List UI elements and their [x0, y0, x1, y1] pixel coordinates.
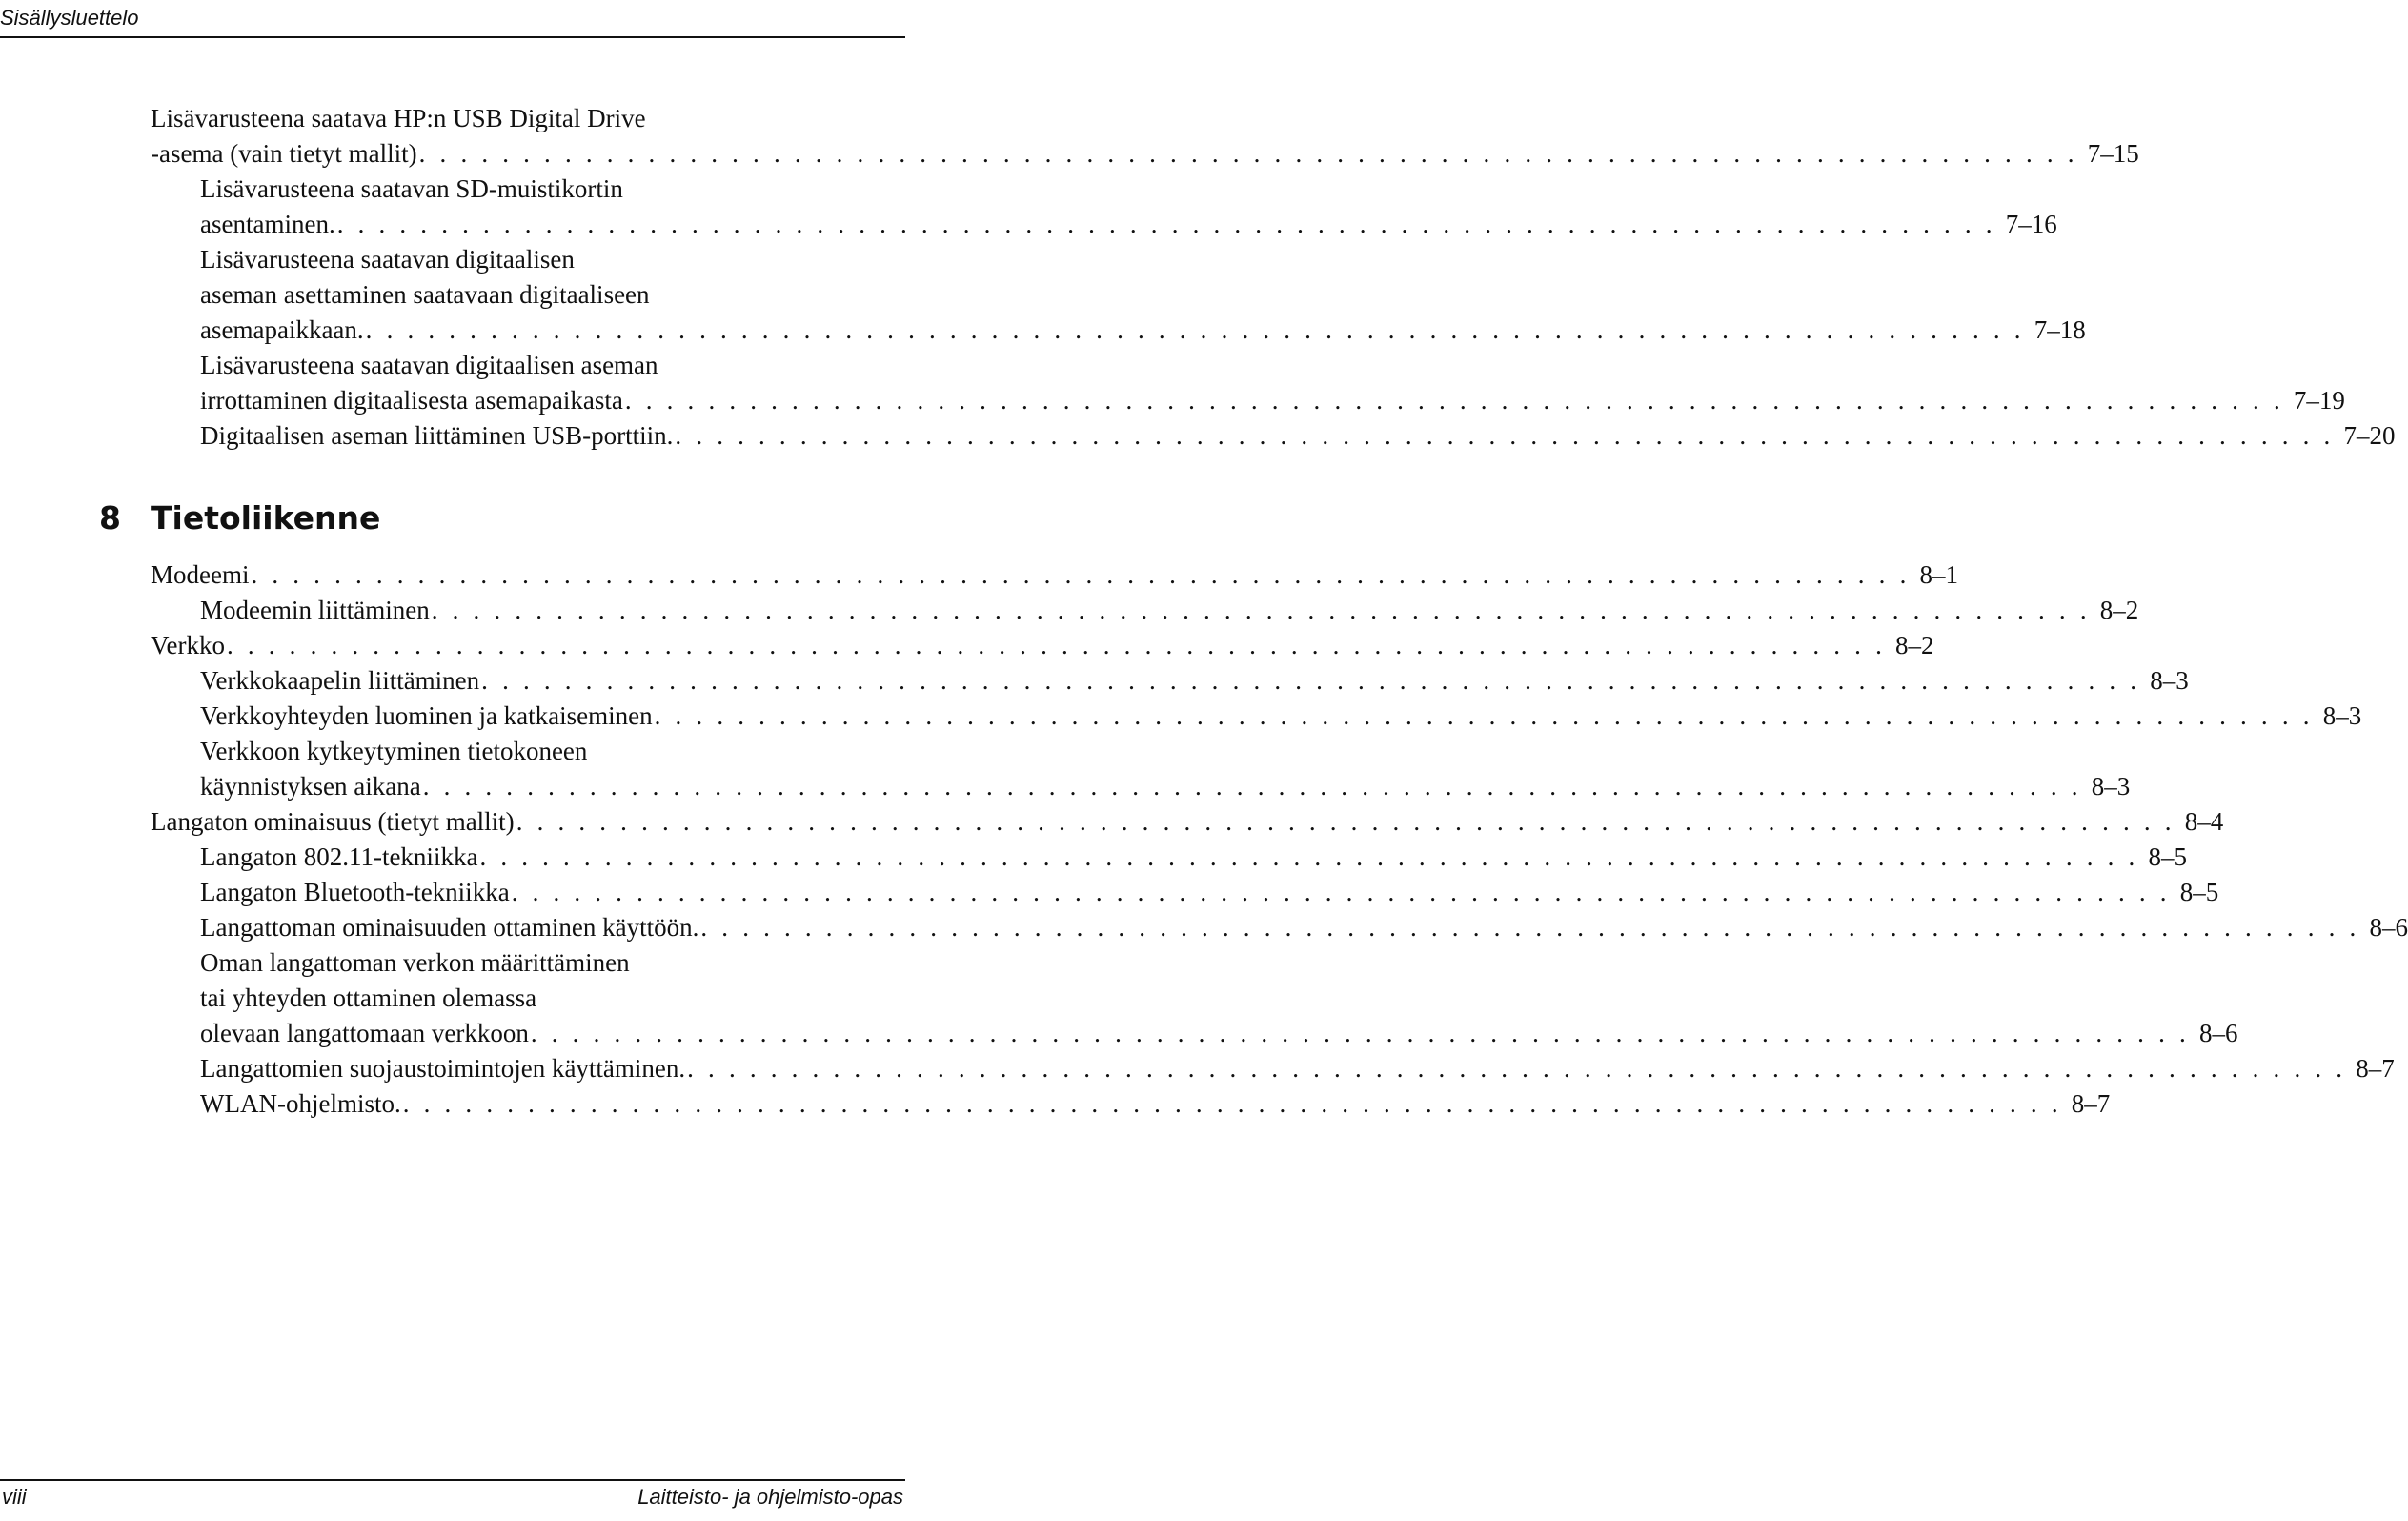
- toc-entry-line[interactable]: Lisävarusteena saatava HP:n USB Digital Drive: [151, 104, 646, 132]
- toc-entry[interactable]: [200, 769, 2131, 804]
- toc-entry-title: asemapaikkaan.: [200, 315, 364, 344]
- toc-page-number: 8–5: [2179, 878, 2219, 906]
- toc-page-number: 8–4: [2184, 807, 2224, 836]
- toc-page-number: 8–7: [2071, 1089, 2111, 1118]
- dot-leader: . . . . . . . . . . . . . . . . . . . . . . . . . . . . . . . . . . . . . . . . . . . . . . . . . . . . . . . . . . . . . . . . . . . . . . . . . . . . . . . .: [431, 596, 2091, 624]
- toc-page-number: 8–2: [2099, 596, 2139, 624]
- toc-page-number: 8–5: [2148, 842, 2187, 871]
- dot-leader: . . . . . . . . . . . . . . . . . . . . . . . . . . . . . . . . . . . . . . . . . . . . . . . . . . . . . . . . . . . . . . . . . . . . . . . . . . . . . . . .: [481, 666, 2141, 695]
- toc-entry-line[interactable]: Lisävarusteena saatavan digitaalisen aseman: [200, 351, 658, 379]
- toc-entry-line[interactable]: tai yhteyden ottaminen olemassa: [200, 984, 537, 1012]
- toc-entry[interactable]: [200, 699, 2362, 734]
- toc-page-number: 7–15: [2087, 139, 2139, 168]
- header-divider: [0, 36, 905, 38]
- chapter-heading: [99, 497, 380, 539]
- toc-entry-line[interactable]: Lisävarusteena saatavan SD-muistikortin: [200, 174, 623, 203]
- page-header-title: Sisällysluettelo: [0, 6, 139, 30]
- dot-leader: . . . . . . . . . . . . . . . . . . . . . . . . . . . . . . . . . . . . . . . . . . . . . . . . . . . . . . . . . . . . . . . . . . . . . . . . . . . . . . . .: [422, 772, 2082, 801]
- toc-entry-title: Modeemin liittäminen: [200, 596, 430, 624]
- toc-entry[interactable]: [200, 313, 2086, 348]
- toc-entry-title: Langaton 802.11-tekniikka: [200, 842, 478, 871]
- toc-entry-title: Langattomien suojaustoimintojen käyttäminen.: [200, 1054, 686, 1083]
- chapter-title: Tietoliikenne: [151, 499, 381, 537]
- toc-entry-title: Verkko: [151, 631, 225, 659]
- toc-entry[interactable]: [200, 1016, 2238, 1051]
- toc-page-number: 8–7: [2356, 1054, 2395, 1083]
- toc-page-number: 7–16: [2005, 210, 2057, 238]
- toc-page-number: 7–20: [2343, 421, 2396, 450]
- toc-entry-title: Verkkokaapelin liittäminen: [200, 666, 480, 695]
- toc-entry-line[interactable]: Verkkoon kytkeytyminen tietokoneen: [200, 737, 588, 765]
- dot-leader: . . . . . . . . . . . . . . . . . . . . . . . . . . . . . . . . . . . . . . . . . . . . . . . . . . . . . . . . . . . . . . . . . . . . . . . . . . . . . . . .: [654, 701, 2314, 730]
- toc-entry-title: Verkkoyhteyden luominen ja katkaiseminen: [200, 701, 653, 730]
- toc-entry-line[interactable]: Oman langattoman verkon määrittäminen: [200, 948, 630, 977]
- dot-leader: . . . . . . . . . . . . . . . . . . . . . . . . . . . . . . . . . . . . . . . . . . . . . . . . . . . . . . . . . . . . . . . . . . . . . . . . . . . . . . . .: [402, 1089, 2062, 1118]
- dot-leader: . . . . . . . . . . . . . . . . . . . . . . . . . . . . . . . . . . . . . . . . . . . . . . . . . . . . . . . . . . . . . . . . . . . . . . . . . . . . . . . .: [226, 631, 1887, 659]
- toc-entry-line[interactable]: Lisävarusteena saatavan digitaalisen: [200, 245, 575, 274]
- toc-entry[interactable]: [151, 628, 1934, 663]
- toc-entry[interactable]: [151, 804, 2224, 840]
- toc-entry-title: Digitaalisen aseman liittäminen USB-porttiin.: [200, 421, 674, 450]
- toc-entry[interactable]: [200, 910, 2408, 945]
- chapter-number: 8: [99, 499, 121, 537]
- book-title: Laitteisto- ja ohjelmisto-opas: [637, 1485, 903, 1509]
- page-number: viii: [2, 1485, 27, 1509]
- dot-leader: . . . . . . . . . . . . . . . . . . . . . . . . . . . . . . . . . . . . . . . . . . . . . . . . . . . . . . . . . . . . . . . . . . . . . . . . . . . . . . . .: [516, 807, 2175, 836]
- toc-page-number: 7–18: [2034, 315, 2086, 344]
- toc-entry-title: käynnistyksen aikana: [200, 772, 421, 801]
- toc-page-number: 8–1: [1919, 560, 1959, 589]
- dot-leader: . . . . . . . . . . . . . . . . . . . . . . . . . . . . . . . . . . . . . . . . . . . . . . . . . . . . . . . . . . . . . . . . . . . . . . . . . . . . . . . .: [675, 421, 2335, 450]
- dot-leader: . . . . . . . . . . . . . . . . . . . . . . . . . . . . . . . . . . . . . . . . . . . . . . . . . . . . . . . . . . . . . . . . . . . . . . . . . . . . . . . .: [251, 560, 1911, 589]
- toc-entry[interactable]: [200, 418, 2396, 454]
- toc-entry-title: Langattoman ominaisuuden ottaminen käyttöön.: [200, 913, 699, 942]
- toc-entry-title: -asema (vain tietyt mallit): [151, 139, 417, 168]
- toc-entry[interactable]: [151, 136, 2139, 172]
- toc-entry[interactable]: [200, 875, 2219, 910]
- toc-entry[interactable]: [151, 558, 1959, 593]
- toc-entry[interactable]: [200, 593, 2139, 628]
- dot-leader: . . . . . . . . . . . . . . . . . . . . . . . . . . . . . . . . . . . . . . . . . . . . . . . . . . . . . . . . . . . . . . . . . . . . . . . . . . . . . . . .: [511, 878, 2171, 906]
- toc-page-number: 8–2: [1895, 631, 1934, 659]
- toc-entry[interactable]: [200, 207, 2057, 242]
- toc-page-number: 8–3: [2150, 666, 2189, 695]
- toc-entry-title: Langaton ominaisuus (tietyt mallit): [151, 807, 515, 836]
- toc-entry[interactable]: [200, 1086, 2111, 1122]
- toc-entry[interactable]: [200, 840, 2187, 875]
- dot-leader: . . . . . . . . . . . . . . . . . . . . . . . . . . . . . . . . . . . . . . . . . . . . . . . . . . . . . . . . . . . . . . . . . . . . . . . . . . . . . . . .: [687, 1054, 2347, 1083]
- toc-entry[interactable]: [200, 1051, 2395, 1086]
- toc-entry-title: WLAN-ohjelmisto.: [200, 1089, 401, 1118]
- dot-leader: . . . . . . . . . . . . . . . . . . . . . . . . . . . . . . . . . . . . . . . . . . . . . . . . . . . . . . . . . . . . . . . . . . . . . . . . . . . . . . . .: [365, 315, 2025, 344]
- dot-leader: . . . . . . . . . . . . . . . . . . . . . . . . . . . . . . . . . . . . . . . . . . . . . . . . . . . . . . . . . . . . . . . . . . . . . . . . . . . . . . . .: [624, 386, 2284, 415]
- dot-leader: . . . . . . . . . . . . . . . . . . . . . . . . . . . . . . . . . . . . . . . . . . . . . . . . . . . . . . . . . . . . . . . . . . . . . . . . . . . . . . . .: [479, 842, 2139, 871]
- toc-entry-title: irrottaminen digitaalisesta asemapaikasta: [200, 386, 623, 415]
- toc-entry-title: Modeemi: [151, 560, 250, 589]
- toc-entry[interactable]: [200, 663, 2189, 699]
- dot-leader: . . . . . . . . . . . . . . . . . . . . . . . . . . . . . . . . . . . . . . . . . . . . . . . . . . . . . . . . . . . . . . . . . . . . . . . . . . . . . . . .: [336, 210, 1996, 238]
- toc-page-number: 8–3: [2091, 772, 2131, 801]
- dot-leader: . . . . . . . . . . . . . . . . . . . . . . . . . . . . . . . . . . . . . . . . . . . . . . . . . . . . . . . . . . . . . . . . . . . . . . . . . . . . . . . .: [700, 913, 2360, 942]
- dot-leader: . . . . . . . . . . . . . . . . . . . . . . . . . . . . . . . . . . . . . . . . . . . . . . . . . . . . . . . . . . . . . . . . . . . . . . . . . . . . . . . .: [530, 1019, 2190, 1047]
- dot-leader: . . . . . . . . . . . . . . . . . . . . . . . . . . . . . . . . . . . . . . . . . . . . . . . . . . . . . . . . . . . . . . . . . . . . . . . . . . . . . . . .: [418, 139, 2078, 168]
- toc-entry-title: Langaton Bluetooth-tekniikka: [200, 878, 510, 906]
- footer-divider: [0, 1479, 905, 1481]
- toc-entry-title: olevaan langattomaan verkkoon: [200, 1019, 529, 1047]
- toc-page-number: 8–6: [2369, 913, 2408, 942]
- toc-entry-title: asentaminen.: [200, 210, 335, 238]
- toc-page-number: 7–19: [2293, 386, 2345, 415]
- toc-entry[interactable]: [200, 383, 2345, 418]
- toc-page-number: 8–3: [2322, 701, 2362, 730]
- toc-page-number: 8–6: [2198, 1019, 2238, 1047]
- toc-entry-line[interactable]: aseman asettaminen saatavaan digitaaliseen: [200, 280, 650, 309]
